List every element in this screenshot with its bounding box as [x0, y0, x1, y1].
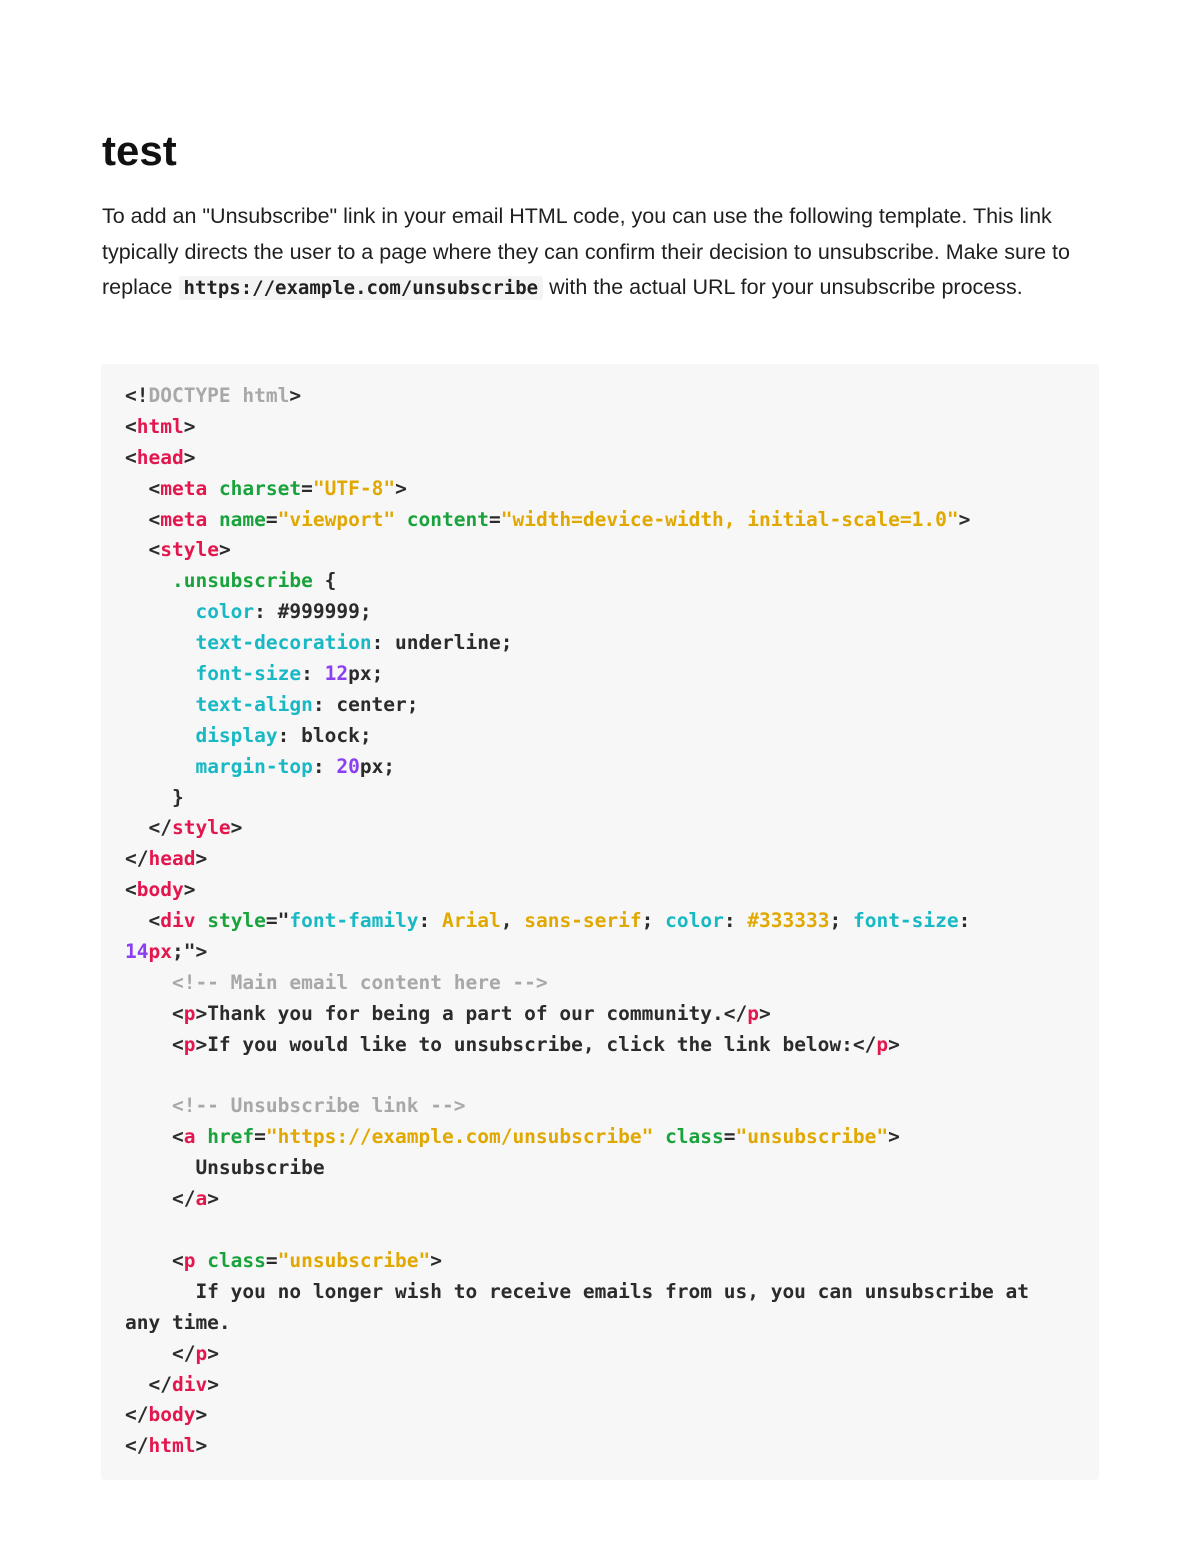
code-line	[125, 1153, 1085, 1184]
code-token: div	[171, 1372, 208, 1396]
code-token: </	[125, 1187, 196, 1211]
code-token: px;	[359, 754, 396, 778]
code-token: 20	[336, 754, 360, 778]
code-line	[125, 937, 1085, 968]
code-token: :	[958, 909, 971, 933]
code-token: font-size	[852, 909, 959, 933]
code-token: >	[207, 1372, 219, 1396]
code-token: >	[758, 1001, 771, 1025]
code-token: : center;	[312, 692, 419, 716]
code-token: >	[207, 1341, 219, 1365]
code-token: body	[136, 878, 184, 902]
code-token: "unsubscribe"	[277, 1248, 431, 1272]
code-token: charset	[207, 476, 302, 500]
code-token: 14	[125, 940, 149, 964]
code-token: =	[488, 507, 501, 531]
code-line	[125, 597, 1085, 628]
code-token: p	[195, 1341, 208, 1365]
code-token: div	[160, 909, 196, 933]
code-token: If you no longer wish to receive emails from us, you can unsubscribe at	[125, 1279, 1029, 1303]
code-token: >	[183, 878, 196, 902]
code-token: name	[207, 507, 266, 531]
code-token: "viewport"	[277, 507, 396, 531]
code-token: ;">	[171, 940, 208, 964]
code-line	[125, 752, 1085, 783]
code-line	[125, 1061, 1085, 1092]
code-token: : block;	[277, 723, 372, 747]
code-line	[125, 1308, 1085, 1339]
code-line	[125, 535, 1085, 566]
code-token: :	[418, 909, 443, 933]
code-token: color	[665, 909, 724, 933]
code-token: content	[395, 507, 489, 531]
code-line	[125, 721, 1085, 752]
code-token: px;	[348, 662, 384, 686]
code-token: <	[125, 878, 137, 902]
code-line	[125, 505, 1085, 536]
code-token: </	[125, 1341, 196, 1365]
code-line	[125, 1277, 1085, 1308]
code-token: : #999999;	[254, 600, 372, 624]
code-line	[125, 813, 1085, 844]
code-token: <!-- Main email content here -->	[125, 970, 548, 994]
code-token: DOCTYPE html	[148, 384, 290, 407]
code-token: </	[125, 1372, 172, 1396]
code-token: </	[125, 847, 149, 871]
code-token: =	[265, 1248, 278, 1272]
code-token: p	[183, 1001, 196, 1025]
code-token: p	[183, 1032, 196, 1056]
code-token: >	[195, 847, 208, 871]
code-token: p	[183, 1248, 196, 1272]
code-token: <	[125, 414, 137, 438]
code-line	[125, 1339, 1085, 1370]
code-line	[125, 1184, 1085, 1215]
code-token: </	[125, 1403, 149, 1427]
code-line	[125, 875, 1085, 906]
code-token: Unsubscribe	[125, 1156, 325, 1180]
code-token: =	[301, 476, 313, 500]
code-line	[125, 999, 1085, 1030]
code-line	[125, 783, 1085, 814]
code-token: font-size	[195, 662, 302, 686]
code-line	[125, 1370, 1085, 1401]
code-token: html	[148, 1434, 196, 1458]
code-token: >	[230, 816, 243, 840]
code-token: : underline;	[371, 631, 513, 655]
code-token: color	[195, 600, 255, 624]
code-token: html	[136, 414, 184, 438]
code-token: >	[888, 1032, 900, 1056]
code-token: p	[747, 1001, 759, 1025]
code-token: >	[888, 1125, 900, 1149]
code-token: px	[148, 940, 172, 964]
inline-code-url: https://example.com/unsubscribe	[179, 276, 544, 300]
code-token: :	[312, 754, 337, 778]
code-token: font-family	[289, 909, 419, 933]
code-line	[125, 1215, 1085, 1246]
code-token	[125, 693, 195, 716]
code-line	[125, 628, 1085, 659]
code-token: {	[312, 569, 337, 593]
code-token: >	[395, 476, 407, 500]
code-token: .unsubscribe	[171, 569, 313, 593]
code-token: "https://example.com/unsubscribe"	[265, 1125, 654, 1149]
code-token: <	[125, 1001, 184, 1025]
code-token: >	[195, 1403, 208, 1427]
code-token	[125, 631, 195, 654]
code-line	[125, 659, 1085, 690]
code-content	[125, 381, 1085, 1462]
code-line	[125, 443, 1085, 474]
code-token: >If you would like to unsubscribe, click the link below:</	[195, 1032, 877, 1056]
code-line	[125, 906, 1085, 937]
code-token: >	[958, 507, 971, 531]
code-token: ;	[829, 909, 853, 933]
code-block	[101, 364, 1099, 1480]
code-token: class	[195, 1248, 266, 1272]
intro-paragraph	[102, 199, 1102, 307]
code-token: Arial	[442, 909, 501, 933]
code-token: >	[430, 1248, 443, 1272]
code-token: >	[207, 1187, 219, 1211]
code-token: <	[125, 1125, 184, 1149]
code-token: #333333	[747, 909, 830, 933]
code-token: <	[125, 1032, 184, 1056]
code-token: meta	[160, 476, 208, 500]
code-token: ;	[641, 909, 666, 933]
code-token: 12	[324, 662, 349, 686]
code-token: href	[195, 1125, 255, 1149]
code-token: a	[183, 1125, 196, 1149]
code-token: >	[218, 538, 231, 562]
code-token	[125, 724, 195, 747]
code-token: >	[183, 445, 196, 469]
code-token: }	[125, 785, 184, 809]
code-token: style	[160, 538, 219, 562]
code-token: <	[125, 1248, 184, 1272]
code-token: >	[195, 1434, 208, 1458]
code-token: <!-- Unsubscribe link -->	[125, 1094, 466, 1118]
intro-text-before: To add an "Unsubscribe" link in your email HTML code, you can use the following template. This link typically directs the user to a page where they can confirm their decision to unsubscribe. Make sure to replace	[102, 204, 1070, 299]
code-token: p	[876, 1032, 889, 1056]
code-token: any time.	[125, 1310, 231, 1334]
code-token: head	[136, 445, 184, 469]
code-line	[125, 566, 1085, 597]
code-token: <	[125, 445, 137, 469]
code-token: sans-serif	[524, 909, 642, 933]
code-token: a	[195, 1187, 208, 1211]
code-token: =	[723, 1125, 736, 1149]
code-token: display	[195, 723, 278, 747]
code-line	[125, 1122, 1085, 1153]
code-token	[125, 755, 195, 778]
code-line	[125, 474, 1085, 505]
code-token	[125, 662, 195, 685]
code-token: <	[125, 476, 161, 500]
page-title: test	[102, 127, 177, 174]
intro-text-after: with the actual URL for your unsubscribe process.	[543, 275, 1023, 299]
code-token	[125, 569, 172, 592]
code-token: ,	[500, 909, 525, 933]
code-token: <	[125, 538, 161, 562]
code-line	[125, 1030, 1085, 1061]
code-line	[125, 381, 1085, 412]
code-token: body	[148, 1403, 196, 1427]
code-token: "UTF-8"	[312, 476, 396, 500]
code-line	[125, 1246, 1085, 1277]
code-token: >	[183, 414, 196, 438]
code-token: </	[125, 816, 172, 840]
code-line	[125, 844, 1085, 875]
code-token: style	[195, 909, 266, 933]
code-token: text-decoration	[195, 631, 372, 655]
code-token: margin-top	[195, 754, 313, 778]
code-token: "width=device-width, initial-scale=1.0"	[500, 507, 959, 531]
code-token	[125, 600, 195, 623]
code-token: <	[125, 909, 161, 933]
code-token: ="	[265, 909, 290, 933]
code-line	[125, 1431, 1085, 1462]
code-token: "unsubscribe"	[735, 1125, 889, 1149]
code-token: class	[653, 1125, 724, 1149]
code-line	[125, 1091, 1085, 1122]
code-line	[125, 690, 1085, 721]
code-token: >Thank you for being a part of our community.</	[195, 1001, 748, 1025]
code-token: style	[171, 816, 231, 840]
code-token: =	[254, 1125, 266, 1149]
code-token: head	[148, 847, 196, 871]
code-token: <!	[125, 384, 149, 407]
code-line	[125, 1400, 1085, 1431]
code-token: meta	[160, 507, 208, 531]
code-line	[125, 412, 1085, 443]
code-token: <	[125, 507, 161, 531]
code-token: :	[301, 662, 325, 686]
code-line	[125, 968, 1085, 999]
code-token: text-align	[195, 692, 313, 716]
code-token: >	[289, 384, 302, 407]
code-token: </	[125, 1434, 149, 1458]
code-token: :	[723, 909, 748, 933]
code-token: =	[265, 507, 278, 531]
